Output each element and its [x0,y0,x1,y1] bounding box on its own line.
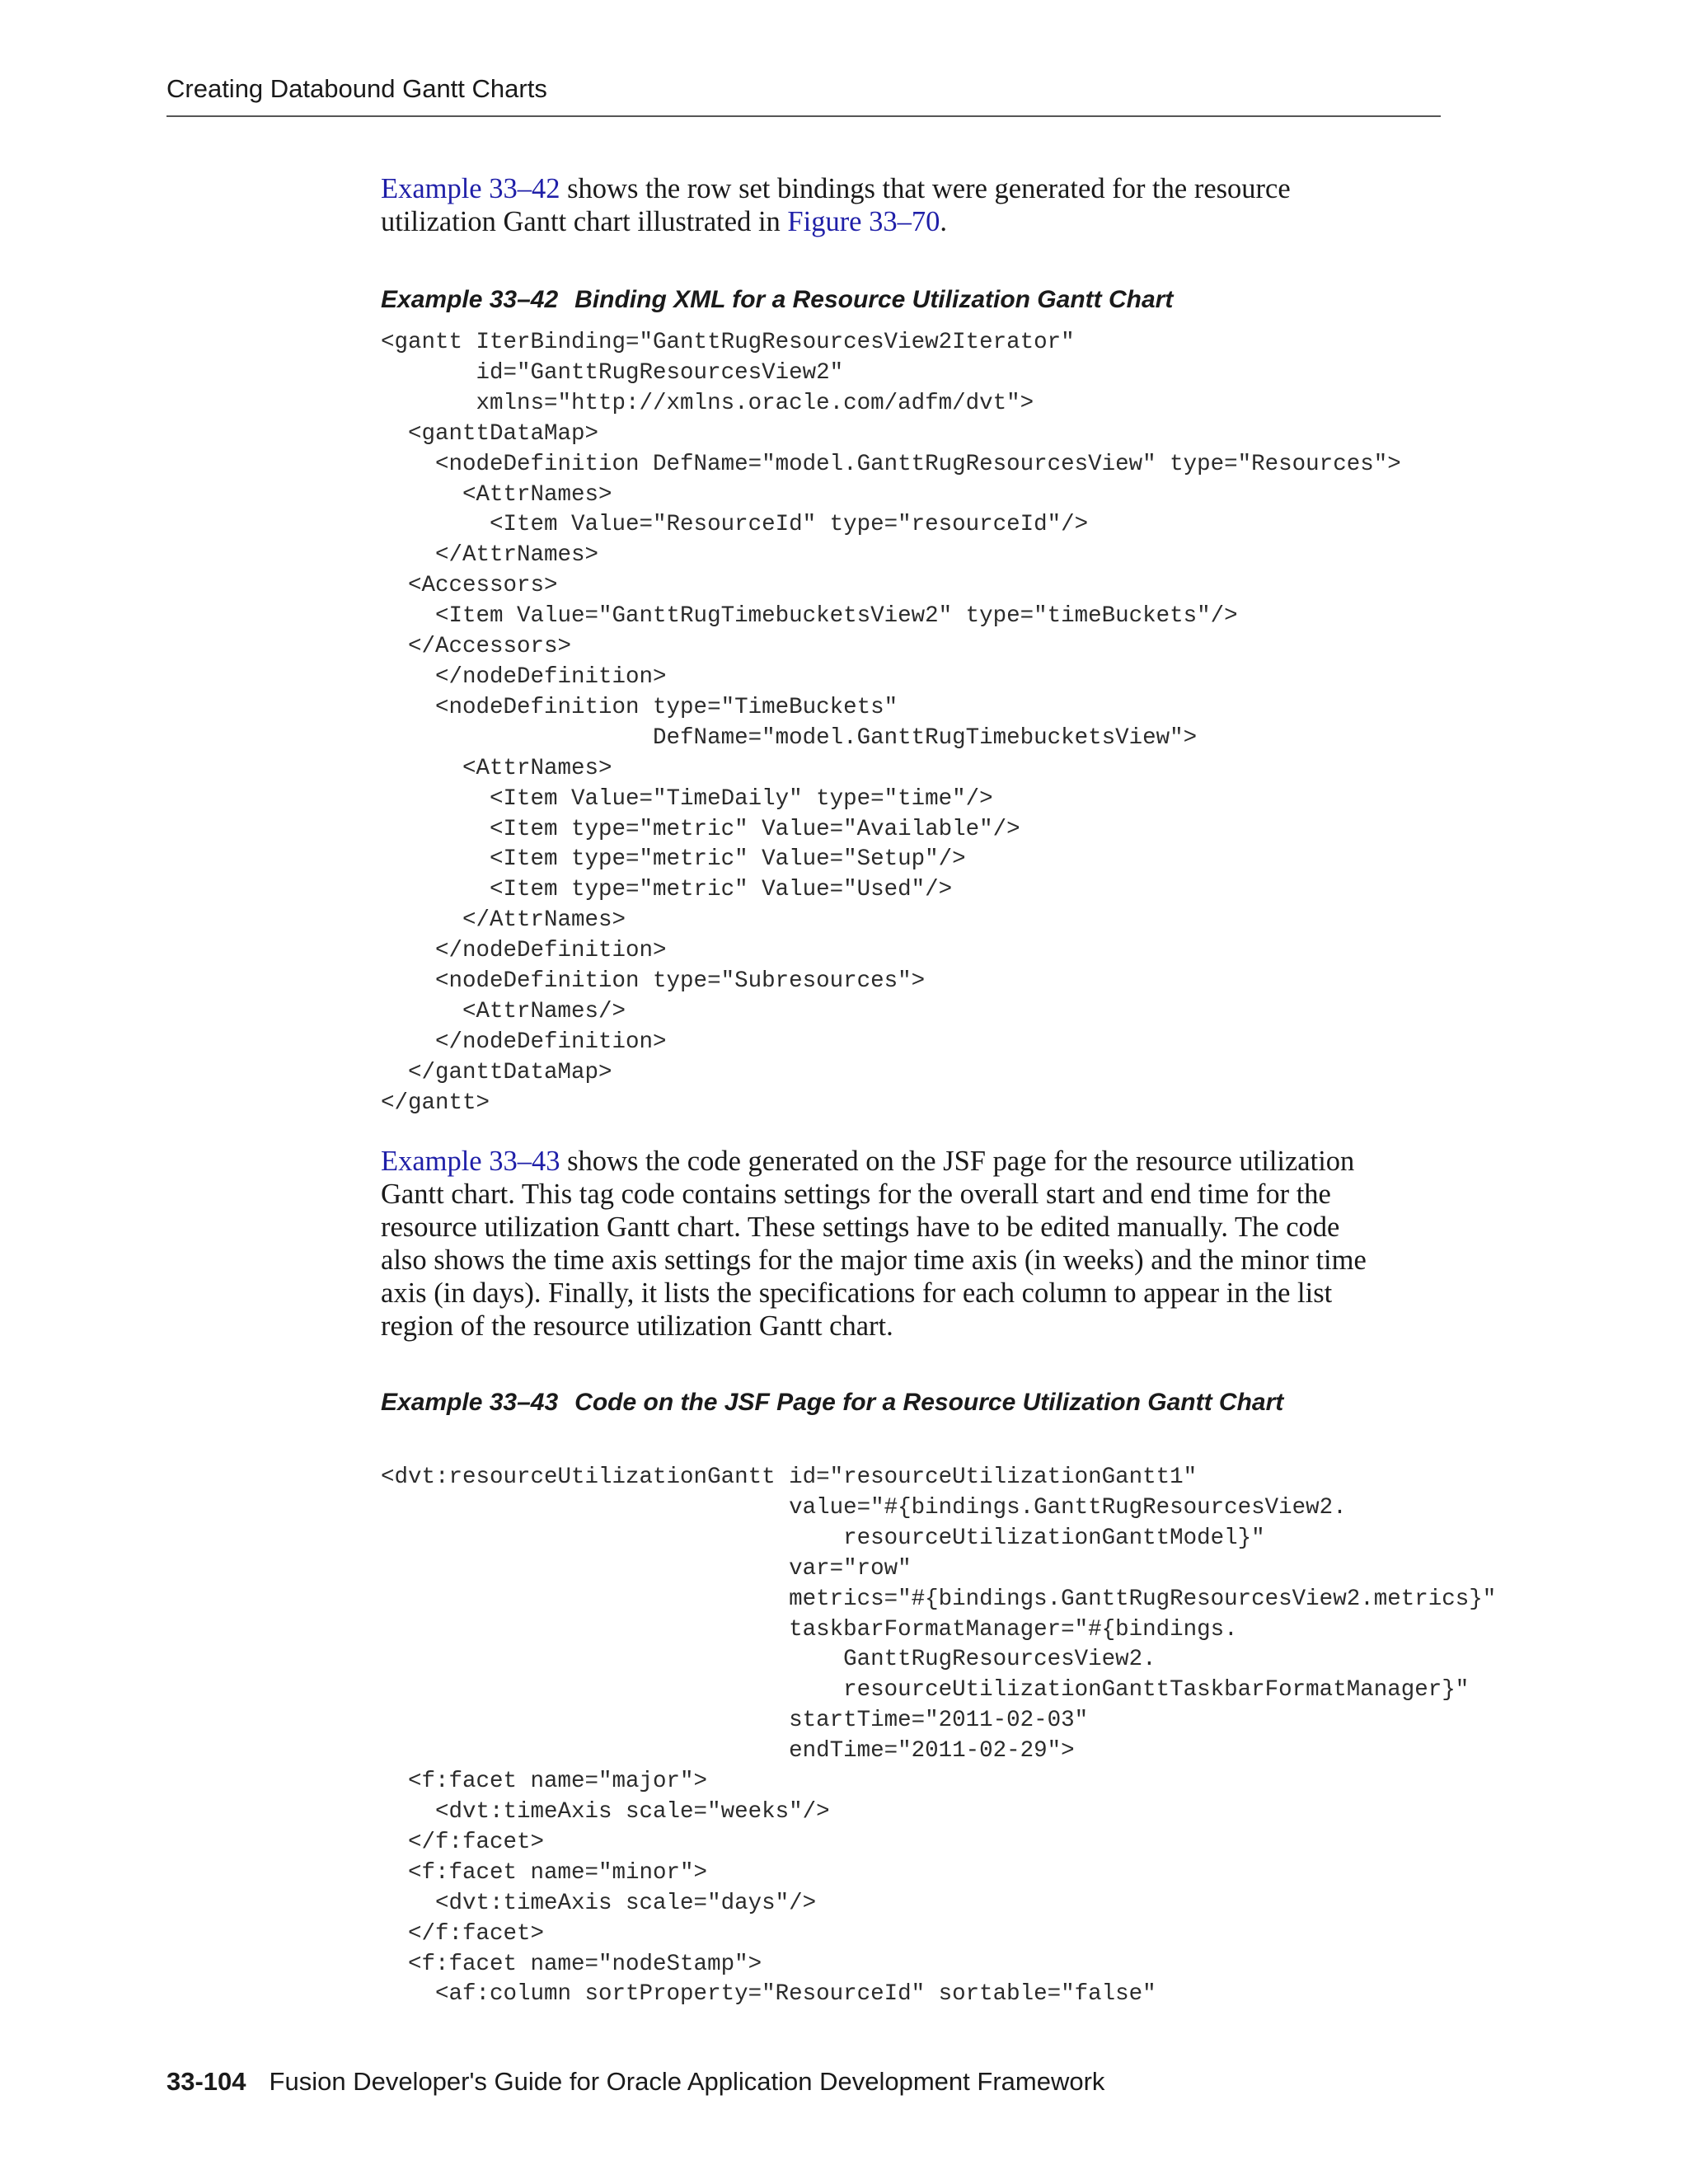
para2-line-5: axis (in days). Finally, it lists the specifications for each column to appear in the list [381,1277,1333,1309]
intro-line-2 [381,205,1452,238]
para2-line-3: resource utilization Gantt chart. These settings have to be edited manually. The code [381,1212,1340,1243]
example-33-43-code: <dvt:resourceUtilizationGantt id="resourceUtilizationGantt1" value="#{bindings.GanttRugResourcesView2. resourceUtilizationGanttModel}" var="row" metrics="#{bindings.GanttRugResourcesView2.metrics}" taskbarFormatManager="#{bindings. GanttRugResourcesView2. resourceUtilizationGanttTaskbarFormatManager}" startTime="2011-02-03" endTime="2011-02-29"> <f:facet name="major"> <dvt:timeAxis scale="weeks"/> </f:facet> <f:facet name="minor"> <dvt:timeAxis scale="days"/> </f:facet> <f:facet name="nodeStamp"> <af:column sortProperty="ResourceId" sortable="false" [381,1465,1497,2008]
example-33-43-number: Example 33–43 [381,1389,559,1416]
intro-paragraph [381,172,1452,238]
intro-text-1: shows the row set bindings that were generated for the resource [560,173,1291,204]
example-33-42-title: Binding XML for a Resource Utilization Gantt Chart [574,286,1174,313]
para2-line-6: region of the resource utilization Gantt chart. [381,1310,893,1342]
example-33-42-link[interactable]: Example 33–42 [381,173,560,204]
running-head: Creating Databound Gantt Charts [166,74,547,103]
intro-text-3: . [940,206,947,237]
example-33-42-code: <gantt IterBinding="GanttRugResourcesView2Iterator" id="GanttRugResourcesView2" xmlns="http://xmlns.oracle.com/adfm/dvt"> <ganttDataMap> <nodeDefinition DefName="model.GanttRugResourcesView" type="Resources"> <AttrNames> <Item Value="ResourceId" type="resourceId"/> </AttrNames> <Accessors> <Item Value="GanttRugTimebucketsView2" type="timeBuckets"/> </Accessors> </nodeDefinition> <nodeDefinition type="TimeBuckets" DefName="model.GanttRugTimebucketsView"> <AttrNames> <Item Value="TimeDaily" type="time"/> <Item type="metric" Value="Available"/> <Item type="metric" Value="Setup"/> <Item type="metric" Value="Used"/> </AttrNames> </nodeDefinition> <nodeDefinition type="Subresources"> <AttrNames/> </nodeDefinition> </ganttDataMap> </gantt> [381,330,1401,1116]
example-33-42-caption [381,286,1173,314]
intro-text-2: utilization Gantt chart illustrated in [381,206,788,237]
header-rule [166,115,1441,117]
para2-line-4: also shows the time axis settings for the major time axis (in weeks) and the minor time [381,1244,1367,1276]
example-33-43-caption [381,1389,1283,1417]
example-33-43-description [381,1145,1452,1343]
example-33-43-title: Code on the JSF Page for a Resource Utilization Gantt Chart [574,1389,1284,1416]
page-footer [166,2067,1104,2097]
para2-text-1: shows the code generated on the JSF page for the resource utilization [560,1146,1355,1177]
para2-line-2: Gantt chart. This tag code contains settings for the overall start and end time for the [381,1179,1331,1210]
book-title: Fusion Developer's Guide for Oracle Application Development Framework [269,2067,1105,2096]
para2-line-1 [381,1145,1452,1178]
page-number: 33-104 [166,2067,246,2096]
intro-line-1 [381,172,1452,205]
example-33-43-link[interactable]: Example 33–43 [381,1146,560,1177]
example-33-42-number: Example 33–42 [381,286,559,313]
figure-33-70-link[interactable]: Figure 33–70 [787,206,940,237]
